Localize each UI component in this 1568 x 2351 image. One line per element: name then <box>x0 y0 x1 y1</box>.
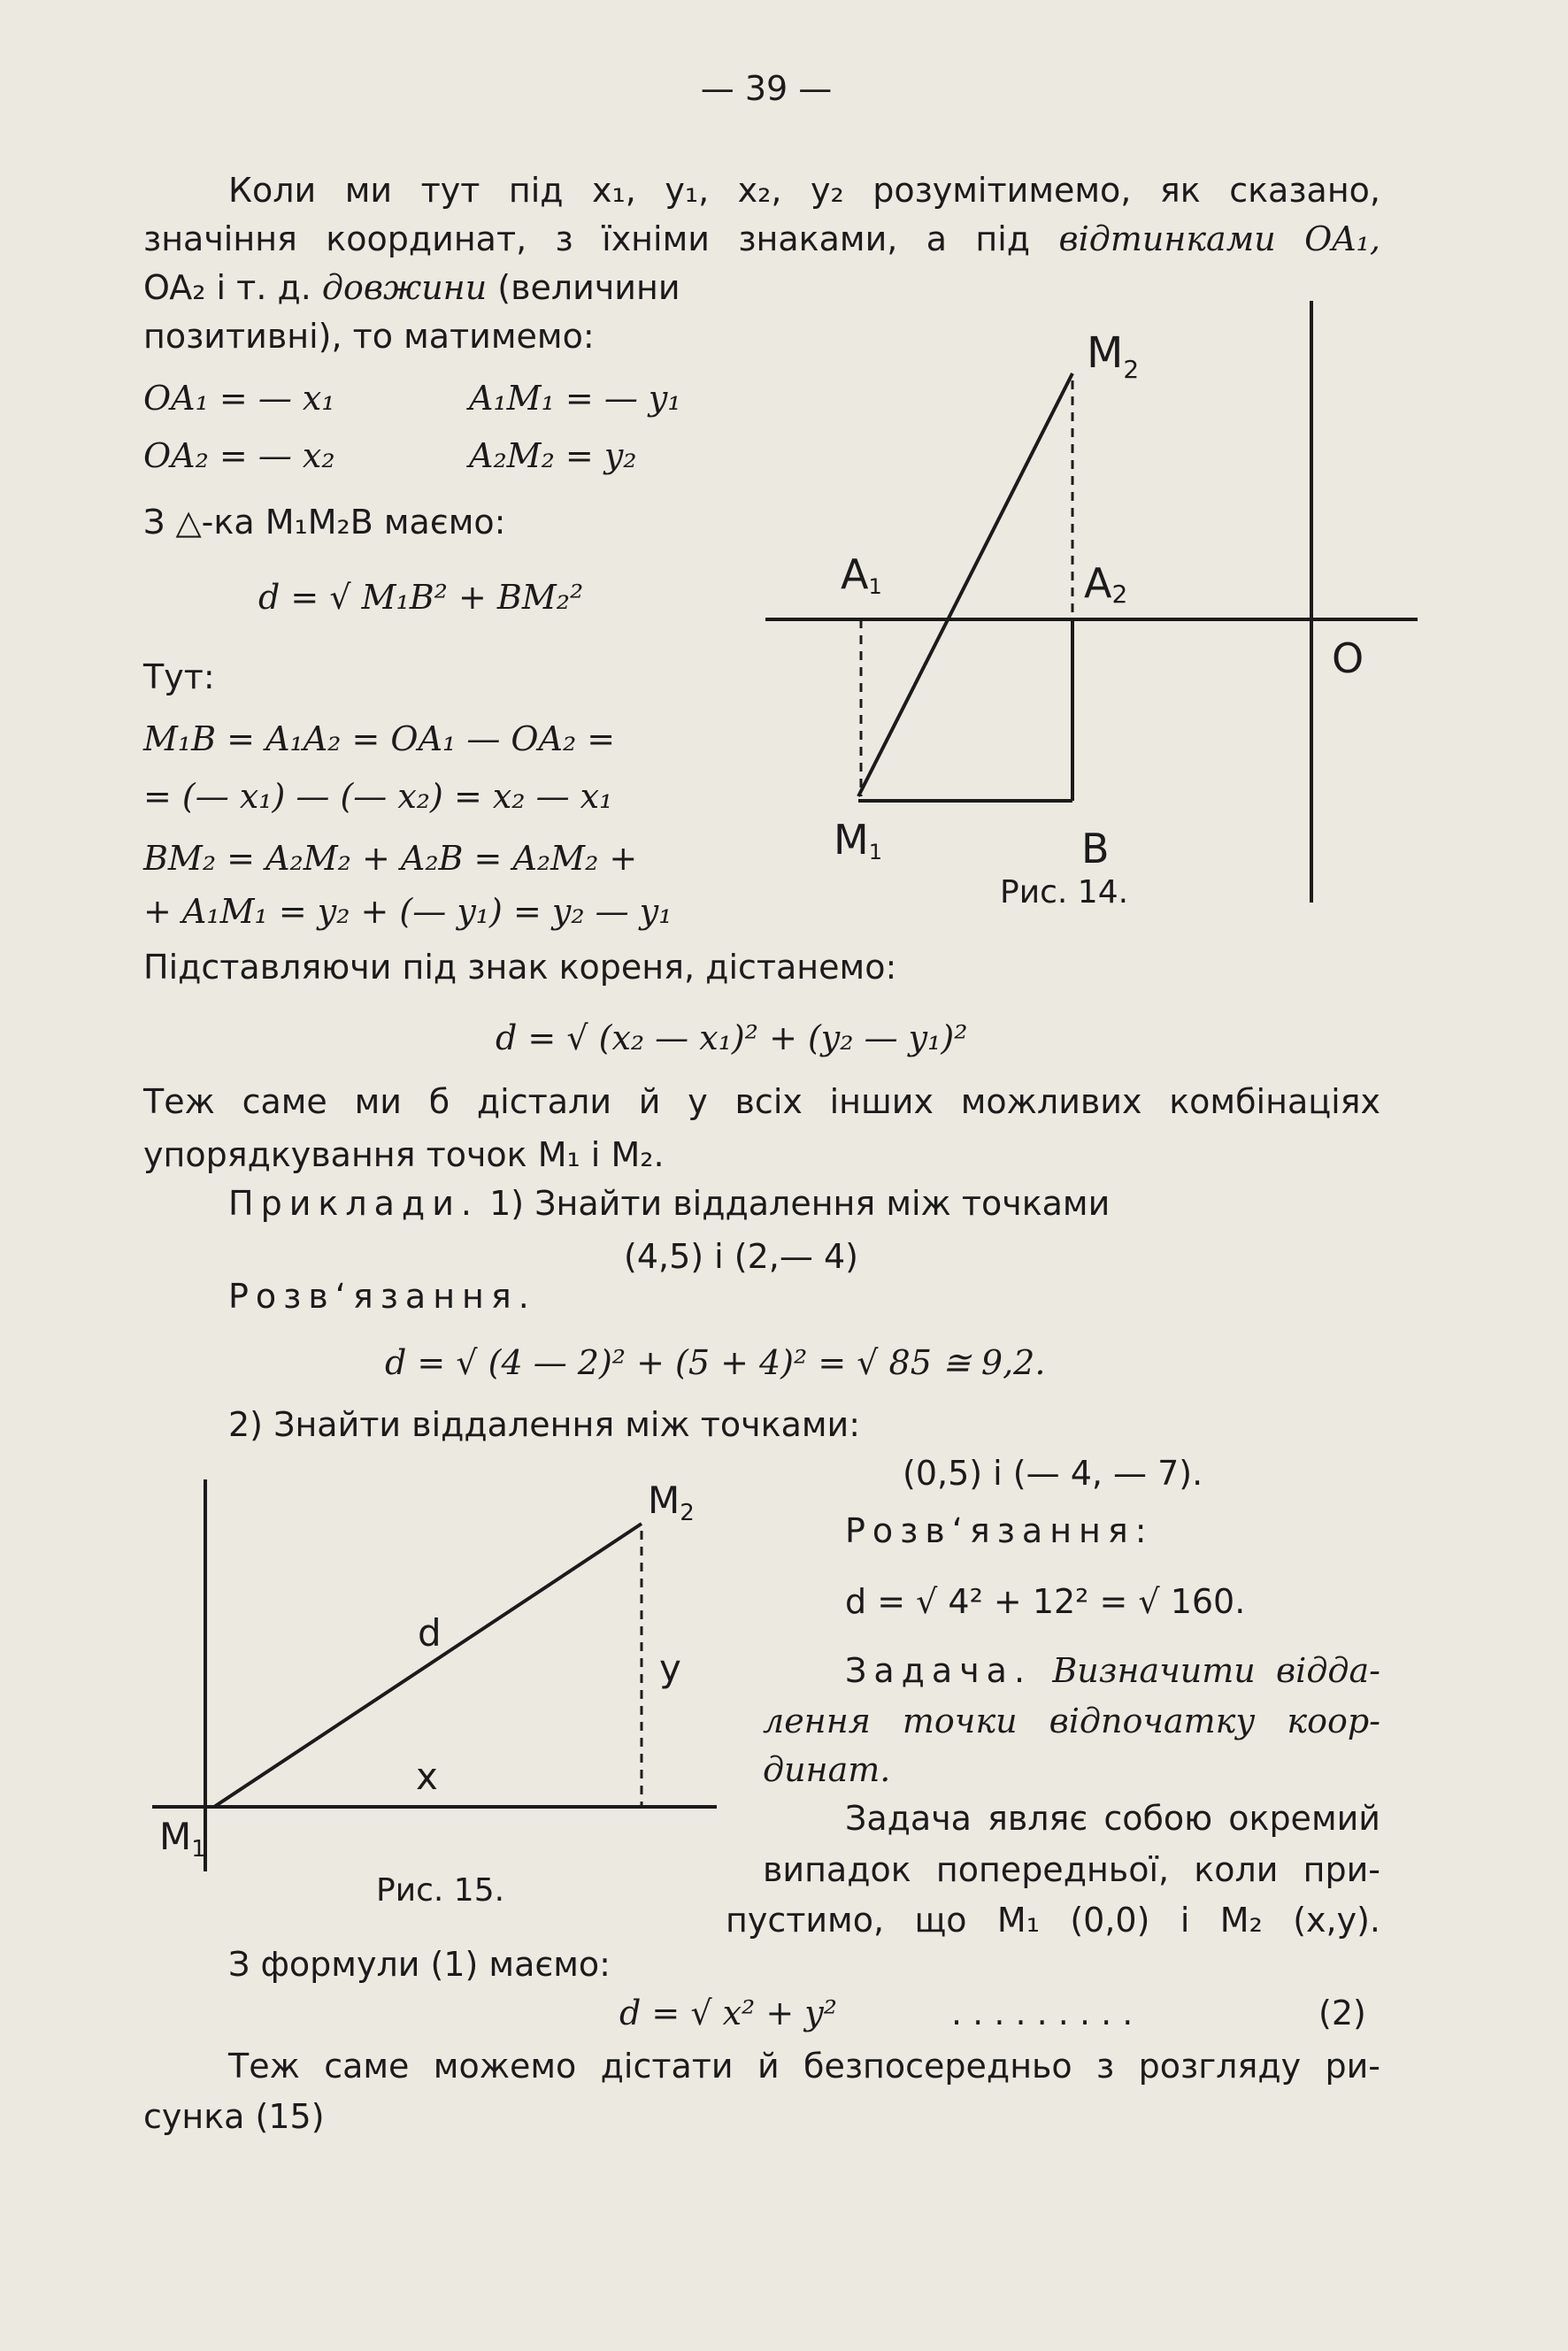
fig15-label-m1: M1 <box>159 1815 206 1863</box>
examples-heading: Приклади. 1) Знайти віддалення між точками <box>228 1184 1111 1223</box>
fig15-label-m2: M2 <box>648 1479 695 1526</box>
example2-solution-label: Розв‘язання: <box>845 1511 1154 1550</box>
para1-line2: значіння координат, з їхніми знаками, а під відтинками OA₁, <box>143 219 1380 258</box>
fig15-label-d: d <box>418 1611 442 1655</box>
triangle-line: З △-ка M₁M₂B маємо: <box>143 503 506 542</box>
example2-formula: d = √ 4² + 12² = √ 160. <box>845 1582 1246 1621</box>
tut-label: Тут: <box>143 657 215 696</box>
problem-line1: Задача. Визначити відда- <box>845 1651 1380 1690</box>
from-formula-line: З формули (1) маємо: <box>228 1945 611 1984</box>
final-line1: Теж саме можемо дістати й безпосередньо з розгляду ри- <box>228 2047 1380 2086</box>
eq-a2m2: A₂M₂ = y₂ <box>469 436 637 475</box>
para1-line1: Коли ми тут під x₁, y₁, x₂, y₂ розумітимемо, як сказано, <box>228 171 1380 210</box>
figure-15 <box>142 1469 743 1911</box>
problem-para-line3: пустимо, що M₁ (0,0) і M₂ (x,y). <box>726 1901 1380 1940</box>
para1-line4: позитивні), то матимемо: <box>143 317 595 356</box>
page-number: — 39 — <box>700 69 833 108</box>
problem-line2: лення точки відпочатку коор- <box>763 1702 1380 1740</box>
fig14-label-a1: A1 <box>841 550 882 599</box>
distance-formula-1: d = √ M₁B² + BM₂² <box>258 578 584 617</box>
para3-line1: Теж саме ми б дістали й у всіх інших можливих комбінаціях <box>143 1082 1380 1121</box>
final-line2: сунка (15) <box>143 2097 325 2136</box>
formula-2-dots: . . . . . . . . . <box>951 1994 1134 2032</box>
example2-task: 2) Знайти віддалення між точками: <box>228 1405 861 1444</box>
example2-points: (0,5) і (— 4, — 7). <box>903 1454 1203 1493</box>
fig14-label-m2: $M_2$ <box>1087 328 1140 384</box>
m1b-line1: M₁B = A₁A₂ = OA₁ — OA₂ = <box>143 719 616 758</box>
fig14-caption: Рис. 14. <box>1000 874 1129 910</box>
problem-para-line2: випадок попередньої, коли при- <box>763 1850 1380 1889</box>
fig14-label-o: O <box>1332 634 1364 682</box>
bm2-line2: + A₁M₁ = y₂ + (— y₁) = y₂ — y₁ <box>143 892 673 931</box>
bm2-line1: BM₂ = A₂M₂ + A₂B = A₂M₂ + <box>143 839 638 878</box>
formula-2-number: (2) <box>1318 1994 1366 2032</box>
fig14-label-m1: M1 <box>834 816 882 864</box>
problem-para-line1: Задача являє собою окремий <box>845 1799 1380 1838</box>
example1-solution-label: Розв‘язання. <box>228 1277 536 1316</box>
para2: Підставляючи під знак кореня, дістанемо: <box>143 948 897 987</box>
figure-14 <box>752 283 1425 920</box>
problem-line3: динат. <box>763 1750 891 1789</box>
fig15-caption: Рис. 15. <box>376 1872 505 1909</box>
example1-formula: d = √ (4 — 2)² + (5 + 4)² = √ 85 ≅ 9,2. <box>385 1343 1046 1382</box>
para3-line2: упорядкування точок M₁ і M₂. <box>143 1135 665 1174</box>
fig14-label-a2: A2 <box>1084 559 1128 609</box>
example1-points: (4,5) і (2,— 4) <box>624 1237 858 1276</box>
distance-formula-general: d = √ (x₂ — x₁)² + (y₂ — y₁)² <box>496 1018 968 1057</box>
formula-2: d = √ x² + y² <box>619 1994 837 2032</box>
eq-a1m1: A₁M₁ = — y₁ <box>469 379 681 418</box>
fig15-label-x: x <box>416 1755 438 1798</box>
para1-line3: OA₂ і т. д. довжини (величини <box>143 268 680 307</box>
eq-oa2: OA₂ = — x₂ <box>143 436 335 475</box>
m1b-line2: = (— x₁) — (— x₂) = x₂ — x₁ <box>143 777 613 816</box>
eq-oa1: OA₁ = — x₁ <box>143 379 335 418</box>
fig15-label-y: y <box>659 1647 681 1690</box>
fig14-label-b: B <box>1081 825 1110 872</box>
